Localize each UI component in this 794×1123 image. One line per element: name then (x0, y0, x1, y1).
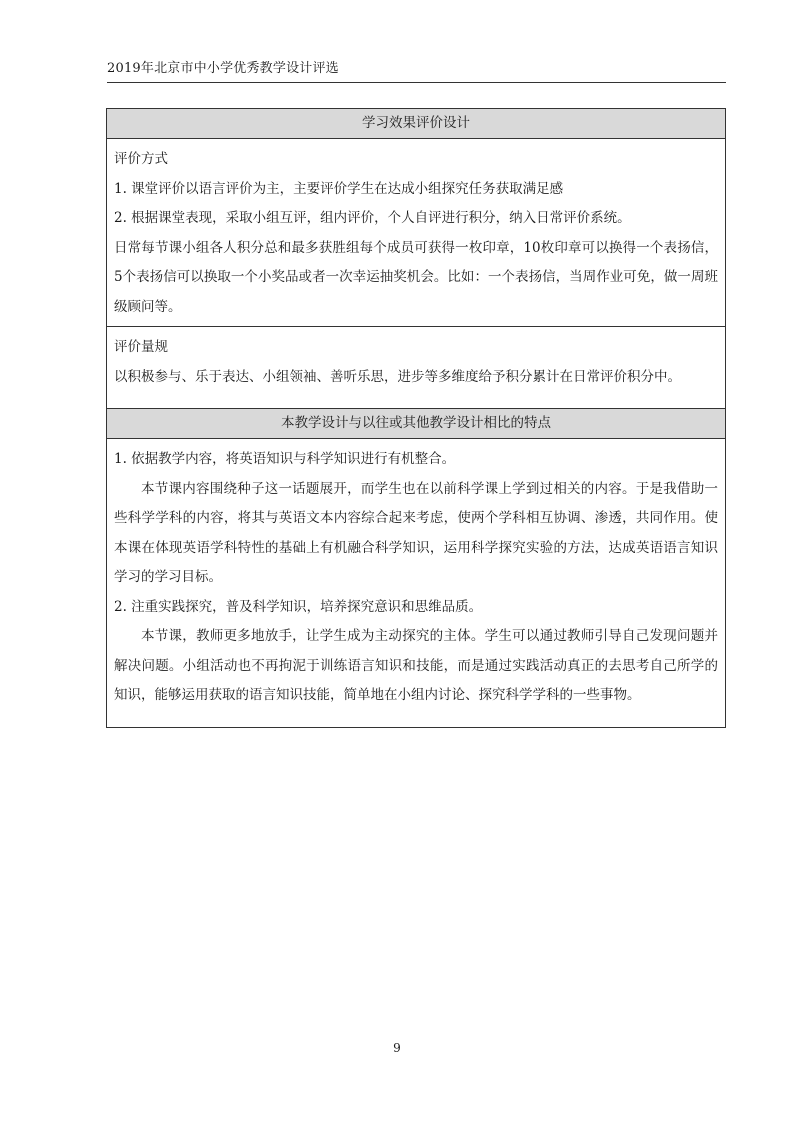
page-header-title: 2019年北京市中小学优秀教学设计评选 (107, 61, 339, 76)
evaluation-method-paragraph: 日常每节课小组各人积分总和最多获胜组每个成员可获得一枚印章，10枚印章可以换得一个表扬信，5个表扬信可以换取一个小奖品或者一次幸运抽奖机会。比如：一个表扬信，当周作业可免，做一周班级顾问等。 (114, 239, 718, 315)
evaluation-rubric-text: 以积极参与、乐于表达、小组领袖、善听乐思，进步等多维度给予积分累计在日常评价积分中。 (114, 368, 681, 385)
features-paragraph-1: 本节课内容围绕种子这一话题展开，而学生也在以前科学课上学到过相关的内容。于是我借助一些科学学科的内容，将其与英语文本内容综合起来考虑，使两个学科相互协调、渗透，共同作用。使本课在体现英语学科特性的基础上有机融合科学知识，运用科学探究实验的方法，达成英语语言知识学习的学习目标。 (114, 480, 718, 585)
evaluation-method-block (107, 139, 725, 326)
evaluation-table (106, 108, 726, 728)
evaluation-method-item-2: 2. 根据课堂表现，采取小组互评，组内评价，个人自评进行积分，纳入日常评价系统。 (114, 210, 631, 226)
section-heading-features: 本教学设计与以往或其他教学设计相比的特点 (107, 408, 725, 439)
page-number: 9 (393, 1041, 401, 1055)
evaluation-rubric-block (107, 326, 725, 408)
features-paragraph-2: 本节课，教师更多地放手，让学生成为主动探究的主体。学生可以通过教师引导自己发现问题并解决问题。小组活动也不再拘泥于训练语言知识和技能，而是通过实践活动真正的去思考自己所学的知识，能够运用获取的语言知识技能，简单地在小组内讨论、探究科学学科的一些事物。 (114, 628, 718, 703)
rubric-spacer (114, 392, 718, 404)
features-block (107, 439, 725, 727)
features-point-2: 2. 注重实践探究，普及科学知识，培养探究意识和思维品质。 (114, 598, 483, 615)
evaluation-method-item-1: 1. 课堂评价以语言评价为主，主要评价学生在达成小组探究任务获取满足感 (114, 180, 564, 197)
section-heading-evaluation: 学习效果评价设计 (107, 109, 725, 139)
evaluation-method-title: 评价方式 (114, 151, 168, 167)
features-point-1: 1. 依据教学内容，将英语知识与科学知识进行有机整合。 (114, 451, 456, 467)
evaluation-rubric-title: 评价量规 (114, 339, 168, 355)
features-spacer (114, 711, 718, 723)
header-divider (107, 82, 726, 83)
